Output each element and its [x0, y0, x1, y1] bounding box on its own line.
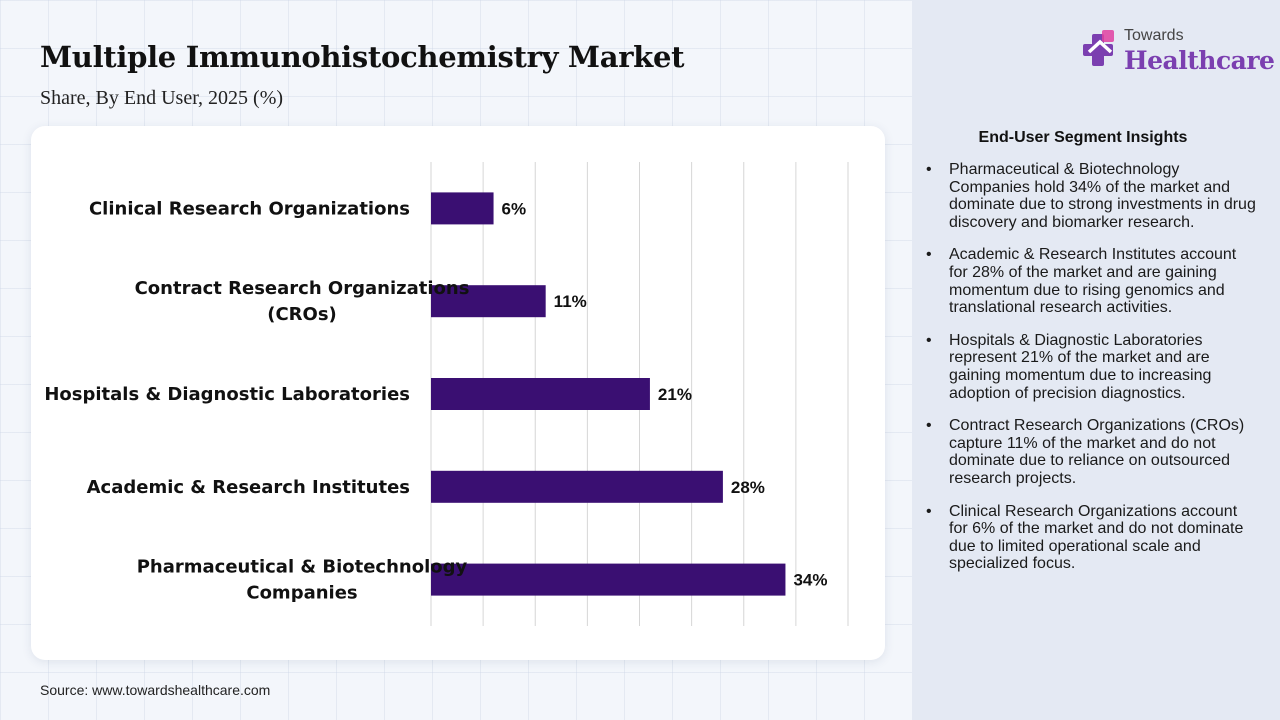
- bar: [431, 564, 785, 596]
- logo-text-towards: Towards: [1124, 27, 1184, 44]
- category-label: [89, 198, 410, 219]
- insight-item: [926, 246, 1256, 316]
- category-label-line: Contract Research Organizations: [134, 278, 470, 300]
- bar: [431, 471, 723, 503]
- category-label-line: (CROs): [267, 304, 337, 326]
- logo-text-healthcare: Healthcare: [1124, 46, 1275, 75]
- category-label: [137, 557, 468, 604]
- data-label: 28%: [730, 477, 765, 497]
- category-label-line: Pharmaceutical & Biotechnology: [136, 556, 468, 578]
- insight-text: Pharmaceutical & Biotechnology Companies hold 34% of the market and dominate due to strong investments in drug discovery and biomarker research.: [949, 161, 1256, 231]
- data-label: 21%: [657, 385, 692, 404]
- category-label-line: Companies: [246, 582, 358, 604]
- insight-item: [926, 417, 1256, 487]
- bullet-marker: •: [926, 502, 932, 520]
- insight-item: [926, 503, 1256, 573]
- insight-text: Contract Research Organizations (CROs) capture 11% of the market and do not dominate due to reliance on outsourced research projects.: [949, 417, 1245, 487]
- category-label-line: Hospitals & Diagnostic Laboratories: [44, 384, 410, 405]
- page-subtitle: Share, By End User, 2025 (%): [40, 87, 284, 109]
- bar: [431, 378, 650, 410]
- insights-list: [926, 161, 1256, 588]
- chart-card: [31, 126, 885, 660]
- bar-chart: [31, 126, 885, 660]
- bar: [431, 192, 494, 224]
- data-label: 6%: [501, 199, 527, 219]
- data-label: 34%: [793, 570, 828, 590]
- category-label-line: Academic & Research Institutes: [86, 476, 410, 498]
- data-label: 11%: [553, 292, 587, 312]
- insight-text: Academic & Research Institutes account for 28% of the market and are gaining momentum due to rising genomics and translational research activities.: [949, 246, 1237, 317]
- category-label-line: Clinical Research Organizations: [88, 198, 410, 220]
- bullet-marker: •: [926, 246, 932, 264]
- insight-text: Hospitals & Diagnostic Laboratories represent 21% of the market and are gaining momentum due to increasing adoption of precision diagnostics.: [949, 331, 1212, 402]
- insight-item: [926, 161, 1256, 231]
- insight-item: [926, 332, 1256, 402]
- source-note: Source: www.towardshealthcare.com: [40, 682, 271, 698]
- category-label: [135, 278, 470, 325]
- brand-logo: [1080, 26, 1275, 78]
- insights-title: End-User Segment Insights: [978, 129, 1188, 146]
- medical-cross-icon: [1080, 30, 1120, 70]
- bullet-marker: •: [926, 161, 932, 178]
- bullet-marker: •: [926, 331, 932, 349]
- insight-text: Clinical Research Organizations account for 6% of the market and do not dominate due to limited operational scale and specialized focus.: [949, 502, 1244, 573]
- category-label: [44, 384, 410, 405]
- page-title: Multiple Immunohistochemistry Market: [40, 40, 685, 74]
- category-label: [87, 477, 410, 498]
- bullet-marker: •: [926, 417, 932, 435]
